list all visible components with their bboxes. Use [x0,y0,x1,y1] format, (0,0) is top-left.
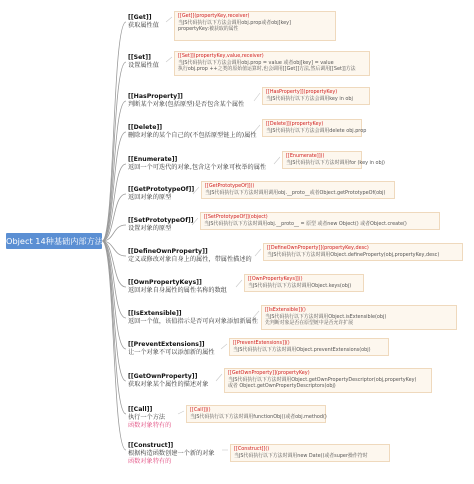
branch-description: 执行一个方法 [128,414,166,422]
note-connector [166,17,172,22]
note-title: [[SetPrototypeOf]](object) [204,214,268,220]
branch-node[interactable] [128,54,159,70]
branch-description: 判断某个对象(包括原型)是否包含某个属性 [128,101,245,109]
note-connector [216,374,222,381]
note-connector [221,344,227,349]
note-box [282,151,385,169]
branch-node[interactable] [128,310,258,326]
note-line: 当JS代码执行以下方法会调用delete obj.prop [266,127,367,134]
note-title: [[Construct]]() [234,446,270,452]
note-title: [[Call]]() [190,407,211,413]
branch-node[interactable] [128,341,215,357]
note-box [174,51,370,76]
note-title: [[PreventExtensions]]() [233,340,290,346]
branch-node[interactable] [128,442,215,466]
branch-title: [[Delete]] [128,124,163,131]
branch-description: 设置属性值 [128,62,159,70]
note-line: 执行obj.prop ++之类的原始值运算时,也会调用[[Get]]方法,然后调用[[Set]]方法 [178,66,356,73]
branch-title: [[Set]] [128,54,151,61]
note-box [174,11,336,41]
note-box [186,405,326,423]
branch-title: [[Call]] [128,406,153,413]
note-title: [[DefineOwnProperty]](propertyKey,desc) [267,245,369,251]
branch-node[interactable] [128,156,266,172]
note-line: 当JS代码执行以下方法时调用Object.getOwnPropertyDescriptor(obj,propertyKey) [228,376,417,383]
branch-extra-note: 函数对象特有的 [128,458,172,466]
note-line: 当JS代码执行以下方法会调用obj.prop = value 或者obj[key] = value [178,59,334,66]
note-line: 当JS代码执行以下方法时调用Object.defineProperty(obj,propertyKey,desc) [267,251,440,258]
note-box [201,181,395,199]
note-connector [166,57,172,62]
branch-title: [[DefineOwnProperty]] [128,248,208,255]
note-title: [[GetOwnProperty]](propertyKey) [228,370,310,376]
branch-node[interactable] [128,406,171,430]
note-box [229,338,389,356]
branch-node[interactable] [128,217,194,233]
note-line: 当JS代码执行以下方法时调用调用obj.__proto__或者Object.getPrototypeOf(obj) [205,189,386,196]
note-line: 当JS代码执行以下方法时调用functionObj()或者obj.method() [190,413,327,420]
note-title: [[Set]](propertyKey,value,receiver) [178,53,264,59]
branch-node[interactable] [128,279,227,295]
note-box [262,119,367,137]
branch-title: [[Enumerate]] [128,156,178,163]
note-connector [274,157,280,164]
branch-node[interactable] [128,93,244,109]
root-node[interactable]: Object 14种基础内部方法 [6,233,102,249]
branch-description: 删除对象的某个自己的(不包括原型链上的)属性 [128,132,257,140]
branch-description: 返回一个可迭代的对象,包含这个对象可枚举的属性 [128,164,267,172]
note-line: 当JS代码执行以下方法时调用obj.__proto__ = 原型 或者new Object() 或者Object.create() [204,220,407,227]
branch-node[interactable] [128,14,159,30]
note-line: 当JS代码执行以下方法时调用new Date()或者super操作符时 [234,452,368,459]
note-box [262,87,370,105]
note-line: 或者 Object.getOwnPropertyDescriptors(obj) [228,383,336,390]
note-title: [[OwnPropertyKeys]]() [248,276,303,282]
note-line: 当JS代码执行以下方法会调用obj.prop或者obj[key] [178,19,291,26]
branch-node[interactable] [128,124,257,140]
note-line: 当JS代码执行以下方法时调用Object.keys(obj) [248,282,352,289]
note-title: [[Get]](propertyKey,receiver) [178,13,250,19]
note-connector [255,249,261,256]
branch-title: [[OwnPropertyKeys]] [128,279,202,286]
note-title: [[GetPrototypeOf]]() [205,183,255,189]
note-box [263,243,463,261]
note-box [244,274,364,292]
note-box [224,368,432,393]
branch-node[interactable] [128,373,208,389]
branch-extra-note: 函数对象特有的 [128,422,172,430]
branch-title: [[GetOwnProperty]] [128,373,198,380]
branch-connector [102,164,126,241]
branch-title: [[Get]] [128,14,152,21]
branch-connector [102,241,126,318]
note-title: [[Delete]](propertyKey) [266,121,324,127]
note-line: 当JS代码执行以下方法时调用for (key in obj) [286,159,385,166]
note-line: propertyKey:被获取的属性 [178,26,239,33]
branch-title: [[IsExtensible]] [128,310,182,317]
note-box [200,212,440,230]
note-connector [178,411,184,414]
note-box [230,444,390,462]
branch-title: [[HasProperty]] [128,93,183,100]
branch-description: 获取对象某个属性的描述对象 [128,381,209,389]
branch-node[interactable] [128,186,194,202]
branch-connector [102,22,126,241]
branch-description: 设置对象的原型 [128,225,172,233]
note-title: [[Enumerate]]() [286,153,325,159]
branch-description: 返回对象的原型 [128,194,172,202]
branch-title: [[PreventExtensions]] [128,341,205,348]
branch-title: [[GetPrototypeOf]] [128,186,195,193]
branch-description: 定义或修改对象自身上的属性，带属性描述的 [128,256,252,264]
branch-description: 获取属性值 [128,22,159,30]
note-box [261,305,457,330]
note-line: 先判断对象是否在原型链中是否允许扩展 [265,320,354,327]
branch-description: 根据构造函数创建一个新的对象 [128,450,215,458]
branch-description: 返回对象自身属性的属性名称的数组 [128,287,227,295]
note-title: [[HasProperty]](propertyKey) [266,89,338,95]
branch-title: [[SetPrototypeOf]] [128,217,194,224]
note-title: [[IsExtensible]]() [265,307,306,313]
branch-description: 返回一个值，该值指示是否可向对象添加新属性 [128,318,258,326]
note-line: 当JS代码执行以下方法会调用key in obj [266,95,353,102]
note-line: 当JS代码执行以下方法时调用Object.isExtensible(obj) [265,313,387,320]
branch-node[interactable] [128,248,252,264]
note-line: 当JS代码执行以下方法时调用Object.preventExtensions(obj) [233,346,371,353]
note-connector [254,93,260,101]
note-connector [236,280,242,287]
branch-title: [[Construct]] [128,442,174,449]
branch-description: 让一个对象不可以添加新的属性 [128,349,215,357]
